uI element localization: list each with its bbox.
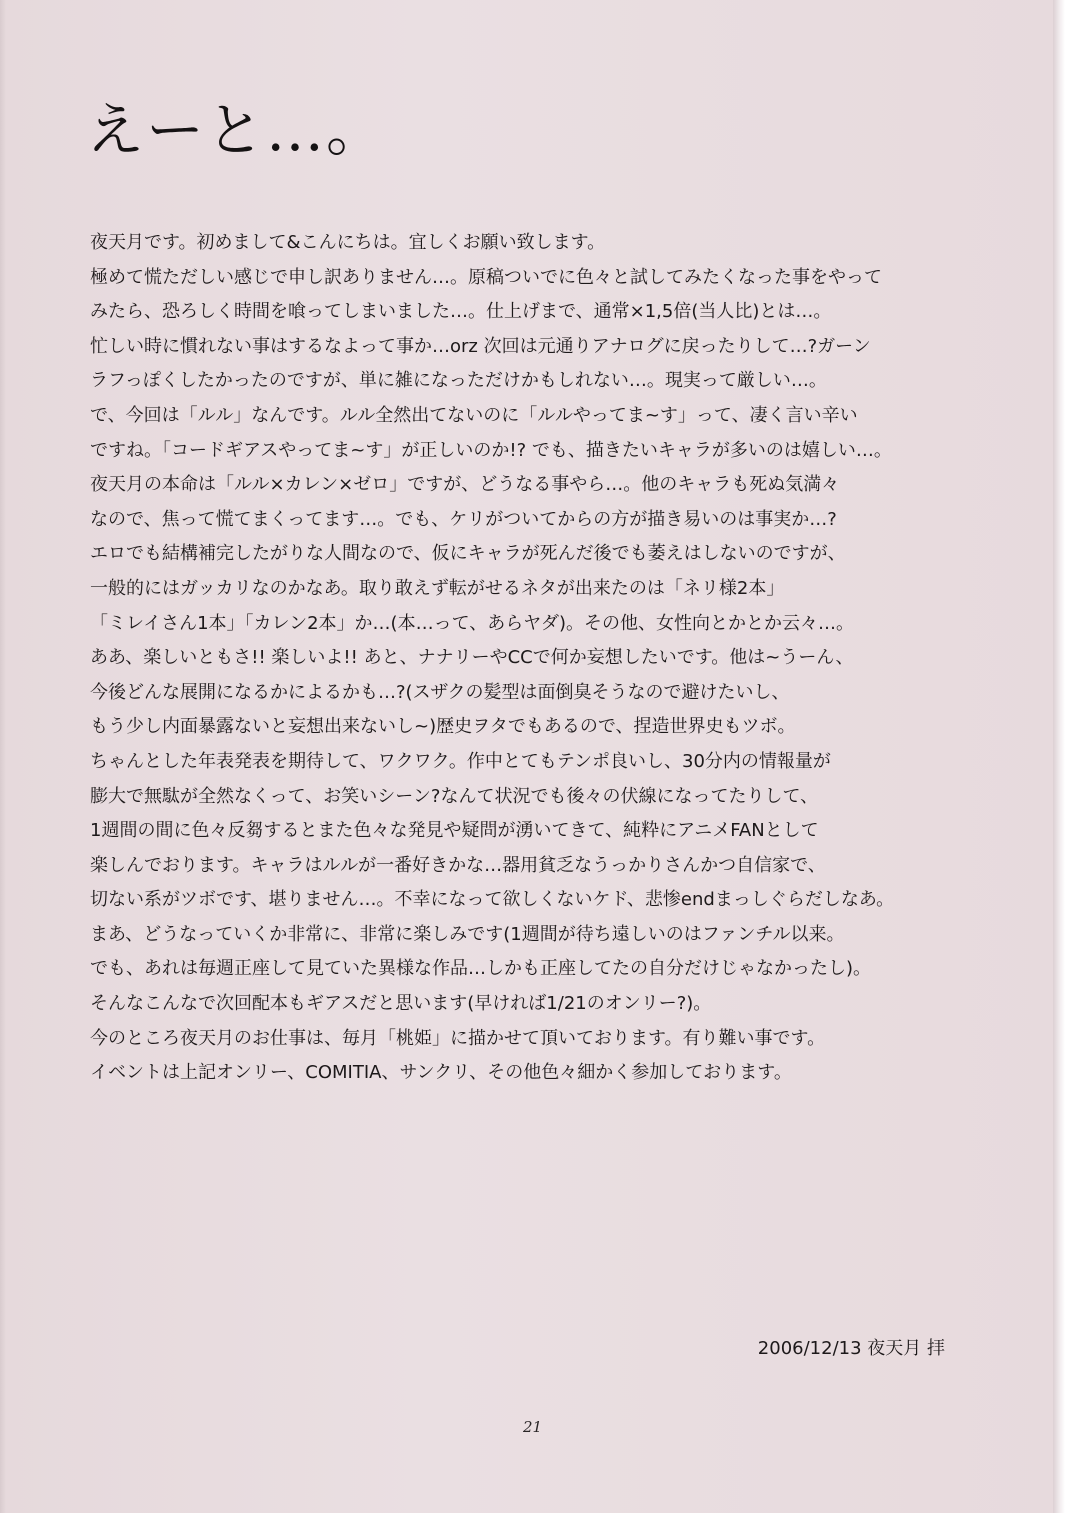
text-line: そんなこんなで次回配本もギアスだと思います(早ければ1/21のオンリー?)。	[90, 993, 712, 1015]
text-line: でも、あれは毎週正座して見ていた異様な作品…しかも正座してたの自分だけじゃなかったし)。	[90, 958, 872, 980]
body-text	[90, 226, 995, 1091]
signature: 2006/12/13 夜天月 拝	[757, 1338, 945, 1359]
text-line: みたら、恐ろしく時間を喰ってしまいました…。仕上げまで、通常×1,5倍(当人比)とは…。	[90, 301, 832, 323]
text-line: 極めて慌ただしい感じで申し訳ありません…。原稿ついでに色々と試してみたくなった事をやって	[90, 266, 882, 288]
page-number: 21	[522, 1418, 543, 1436]
text-line: ああ、楽しいともさ!! 楽しいよ!! あと、ナナリーやCCで何か妄想したいです。他は~うーん、	[90, 647, 854, 669]
text-line: なので、焦って慌てまくってます…。でも、ケリがついてからの方が描き易いのは事実か…?	[90, 508, 837, 530]
text-line: 膨大で無駄が全然なくって、お笑いシーン?なんて状況でも後々の伏線になってたりして、	[90, 785, 819, 807]
text-line: 夜天月です。初めまして&こんにちは。宜しくお願い致します。	[90, 232, 606, 253]
text-line: 今後どんな展開になるかによるかも…?(スザクの髪型は面倒臭そうなので避けたいし、	[90, 681, 790, 703]
text-line: 夜天月の本命は「ルル×カレン×ゼロ」ですが、どうなる事やら…。他のキャラも死ぬ気満々	[90, 474, 840, 496]
text-line: で、今回は「ルル」なんです。ルル全然出てないのに「ルルやってま~す」って、凄く言い辛い	[90, 404, 858, 426]
text-line: まあ、どうなっていくか非常に、非常に楽しみです(1週間が待ち遠しいのはファンチル以来。	[90, 923, 845, 945]
paper-right-edge	[1053, 0, 1065, 1513]
text-line: イベントは上記オンリー、COMITIA、サンクリ、その他色々細かく参加しております。	[90, 1062, 792, 1084]
text-line: ちゃんとした年表発表を期待して、ワクワク。作中とてもテンポ良いし、30分内の情報量が	[90, 750, 831, 772]
text-line: 切ない系がツボです、堪りません…。不幸になって欲しくないケド、悲惨endまっしぐらだしなあ。	[90, 889, 895, 911]
paper-left-shadow	[0, 0, 6, 1513]
text-line: 今のところ夜天月のお仕事は、毎月「桃姫」に描かせて頂いております。有り難い事です。	[90, 1027, 826, 1049]
text-line: 1週間の間に色々反芻するとまた色々な発見や疑問が湧いてきて、純粋にアニメFANとして	[90, 820, 819, 842]
text-line: エロでも結構補完したがりな人間なので、仮にキャラが死んだ後でも萎えはしないのですが、	[90, 543, 846, 565]
text-line: 「ミレイさん1本」「カレン2本」か…(本…って、あらヤダ)。その他、女性向とかとか云々…。	[90, 612, 855, 634]
text-line: 一般的にはガッカリなのかなあ。取り敢えず転がせるネタが出来たのは「ネリ様2本」	[90, 577, 785, 599]
text-line: ですね。「コードギアスやってま~す」が正しいのか!? でも、描きたいキャラが多いのは嬉しい…。	[90, 439, 892, 461]
text-line: 楽しんでおります。キャラはルルが一番好きかな…器用貧乏なうっかりさんかつ自信家で、	[90, 854, 826, 876]
text-line: ラフっぽくしたかったのですが、単に雑になっただけかもしれない…。現実って厳しい…。	[90, 370, 827, 392]
page-title: えーと…。	[86, 96, 387, 164]
text-line: 忙しい時に慣れない事はするなよって事か…orz 次回は元通りアナログに戻ったりして…?ガーン	[90, 335, 871, 357]
text-line: もう少し内面暴露ないと妄想出来ないし~)歴史ヲタでもあるので、捏造世界史もツボ。	[90, 716, 796, 738]
